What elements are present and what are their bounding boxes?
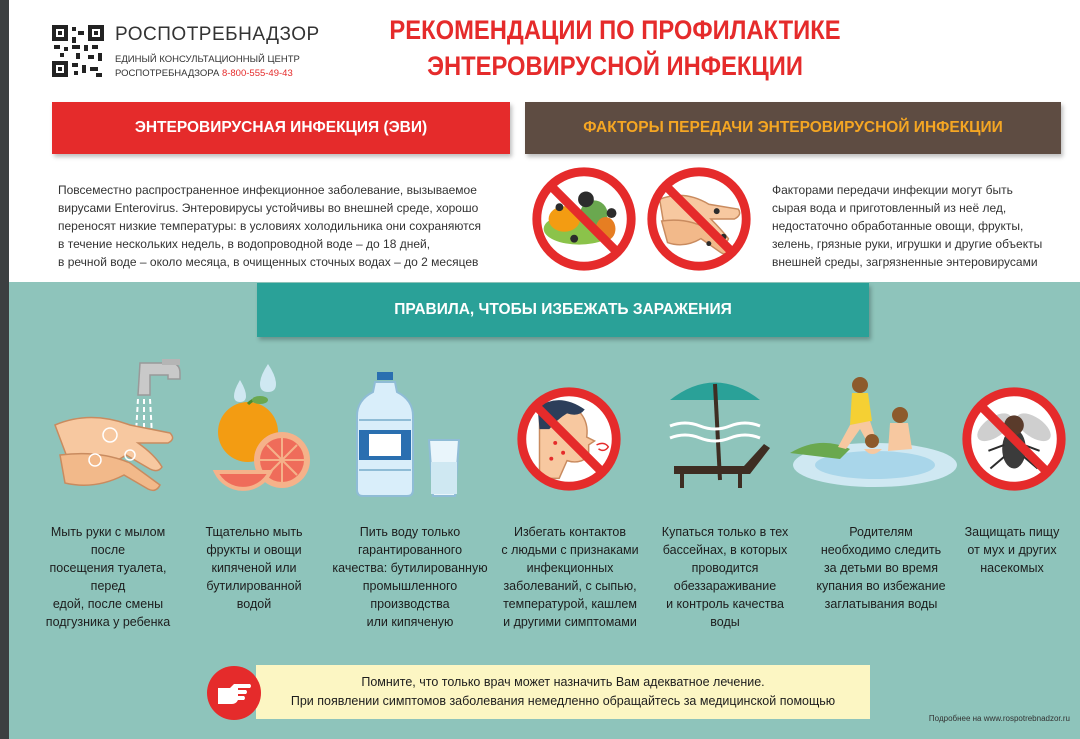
caption-line: бассейнах, в которых (662, 543, 788, 557)
hotline-phone: 8-800-555-49-43 (221, 68, 293, 79)
title-line-1: РЕКОМЕНДАЦИИ ПО ПРОФИЛАКТИКЕ (389, 15, 841, 45)
beach-icon (660, 370, 780, 500)
factors-heading-banner (525, 102, 1061, 154)
factors-line: сырая вода и приготовленный из неё лед, (772, 201, 1007, 215)
evi-line: в течение нескольких недель, в водопроводной воде – до 18 дней, (58, 237, 431, 251)
caption-line: или кипяченую (366, 615, 454, 629)
caption-line: обеззараживание (673, 579, 777, 593)
factors-line: внешней среды, загрязненные энтеровирусами (772, 255, 1038, 269)
title-line-2: ЭНТЕРОВИРУСНОЙ ИНФЕКЦИИ (427, 51, 803, 81)
no-dirty-vegetables-icon (525, 160, 643, 278)
caption-line: подгузника у ребенка (45, 615, 171, 629)
left-edge-bar (0, 0, 9, 739)
factors-line: зелень, грязные руки, игрушки и другие объекты (772, 237, 1043, 251)
caption-line: Защищать пищу (964, 525, 1060, 539)
rule-caption-water (326, 523, 494, 631)
rule-caption-no-fly (954, 523, 1070, 577)
rule-caption-beach (650, 523, 800, 631)
caption-line: качества: бутилированную (332, 561, 488, 575)
doctor-notice (256, 665, 870, 719)
notice-line-1: Помните, что только врач может назначить Вам адекватное лечение. (361, 675, 765, 689)
caption-line: едой, после смены (52, 597, 164, 611)
caption-line: фрукты и овощи (206, 543, 302, 557)
caption-line: необходимо следить (820, 543, 942, 557)
org-name: РОСПОТРЕБНАДЗОР (115, 24, 320, 45)
fruit-icon (210, 360, 320, 500)
water-bottle-icon (355, 370, 470, 500)
children-swimming-icon (790, 375, 960, 500)
no-dirty-hands-icon (640, 160, 758, 278)
evi-line: в речной воде – около месяца, в очищенных сточных водах – до 2 месяцев (58, 255, 479, 269)
evi-heading: ЭНТЕРОВИРУСНАЯ ИНФЕКЦИЯ (ЭВИ) (134, 119, 428, 136)
org-subtitle: ЕДИНЫЙ КОНСУЛЬТАЦИОННЫЙ ЦЕНТР (115, 54, 300, 65)
caption-line: кипяченой или (211, 561, 297, 575)
pointing-hand-glyph (216, 680, 252, 706)
factors-line: Факторами передачи инфекции могут быть (772, 183, 1013, 197)
evi-line: переносят низкие температуры: в условиях холодильника они сохраняются (58, 219, 481, 233)
no-contact-icon (510, 380, 628, 498)
caption-line: промышленного (362, 579, 458, 593)
factors-line: недостаточно обработанные овощи, фрукты, (772, 219, 1024, 233)
rule-caption-fruit (198, 523, 310, 613)
org-subtitle-text: РОСПОТРЕБНАДЗОРА (115, 68, 220, 79)
caption-line: инфекционных (526, 561, 614, 575)
rule-caption-handwash (38, 523, 178, 631)
rule-caption-children (808, 523, 954, 613)
caption-line: заглатывания воды (824, 597, 938, 611)
caption-line: Тщательно мыть (205, 525, 303, 539)
caption-line: и другими симптомами (503, 615, 637, 629)
caption-line: водой (236, 597, 272, 611)
caption-line: за детьми во время (823, 561, 939, 575)
caption-line: Родителям (849, 525, 913, 539)
caption-line: проводится (691, 561, 759, 575)
handwash-icon (50, 355, 190, 505)
caption-line: и контроль качества (666, 597, 784, 611)
caption-line: насекомых (980, 561, 1044, 575)
caption-line: гарантированного (357, 543, 463, 557)
caption-line: от мух и других (967, 543, 1057, 557)
org-subtitle-2 (115, 68, 293, 79)
evi-line: Повсеместно распространенное инфекционное заболевание, вызываемое (58, 183, 477, 197)
evi-heading-banner (52, 102, 510, 154)
evi-line: вирусами Enterovirus. Энтеровирусы устойчивы во внешней среде, хорошо (58, 201, 479, 215)
caption-line: посещения туалета, перед (49, 561, 167, 593)
caption-line: Пить воду только (359, 525, 461, 539)
caption-line: температурой, кашлем (503, 597, 637, 611)
caption-line: Мыть руки с мылом после (50, 525, 166, 557)
notice-line-2: При появлении симптомов заболевания немедленно обращайтесь за медицинской помощью (290, 694, 836, 708)
factors-description (772, 181, 1072, 271)
caption-line: Купаться только в тех (661, 525, 789, 539)
rule-caption-no-contact (490, 523, 650, 631)
rules-heading: ПРАВИЛА, ЧТОБЫ ИЗБЕЖАТЬ ЗАРАЖЕНИЯ (394, 301, 732, 318)
caption-line: заболеваний, с сыпью, (503, 579, 637, 593)
caption-line: Избегать контактов (513, 525, 626, 539)
no-fly-icon (955, 380, 1073, 498)
caption-line: бутилированной (206, 579, 302, 593)
caption-line: воды (710, 615, 740, 629)
rules-heading-banner (257, 283, 869, 337)
evi-description (58, 181, 518, 271)
caption-line: купания во избежание (816, 579, 946, 593)
page-title (373, 12, 857, 84)
factors-heading: ФАКТОРЫ ПЕРЕДАЧИ ЭНТЕРОВИРУСНОЙ ИНФЕКЦИИ (583, 119, 1003, 136)
caption-line: с людьми с признаками (501, 543, 639, 557)
footer-link[interactable]: Подробнее на www.rospotrebnadzor.ru (928, 714, 1070, 723)
qr-code-icon (52, 25, 104, 77)
caption-line: производства (370, 597, 450, 611)
pointing-hand-icon (207, 666, 261, 720)
